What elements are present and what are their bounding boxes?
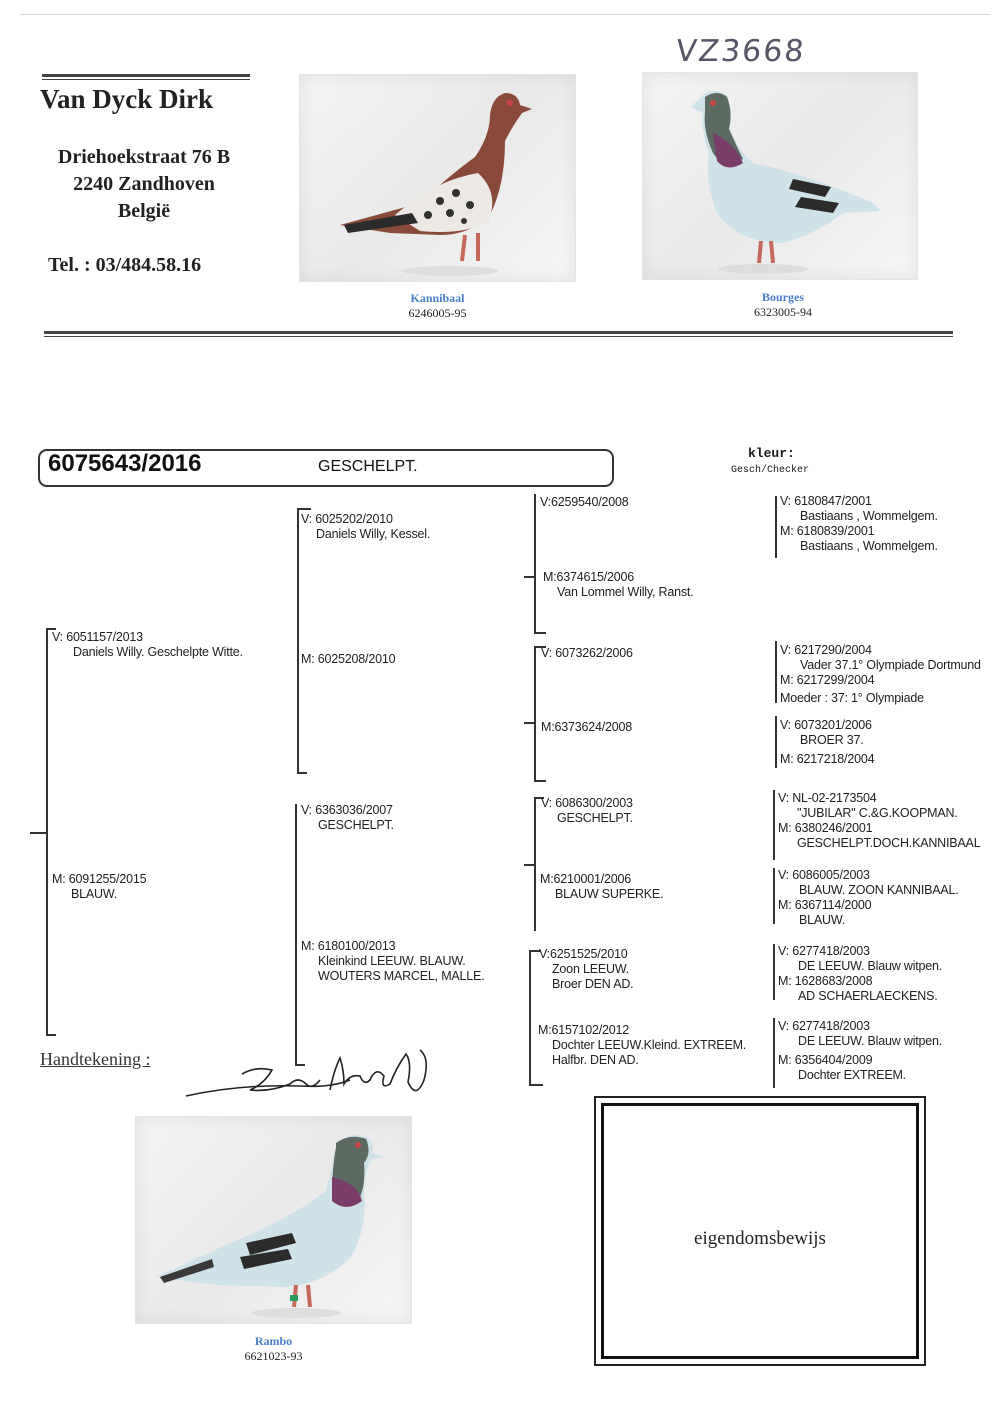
tree-line	[46, 628, 48, 1036]
owner-tel: Tel. : 03/484.58.16	[48, 254, 202, 276]
ds-label: V:	[301, 803, 312, 817]
g6-v-ring: 6086005/2003	[792, 868, 870, 882]
gen4-group-6	[778, 868, 959, 928]
caption-name-left: Kannibaal	[410, 291, 465, 305]
owner-country: België	[117, 200, 171, 222]
owner-name: Van Dyck Dirk	[40, 84, 214, 114]
g1-v-label: V:	[780, 494, 791, 508]
dam	[52, 872, 146, 902]
tree-line	[524, 576, 534, 578]
g8-v-label: V:	[778, 1019, 789, 1033]
kleur-label: kleur:	[748, 446, 795, 461]
g7-v-label: V:	[778, 944, 789, 958]
dam-sire	[301, 803, 394, 833]
ddd-info1: Dochter LEEUW.Kleind. EXTREEM.	[552, 1038, 747, 1052]
ddd-ring: 6157102/2012	[551, 1023, 630, 1037]
tree-line	[534, 494, 536, 634]
owner-address	[34, 144, 254, 225]
ssd-label: M:	[543, 570, 557, 584]
tree-line	[773, 790, 775, 860]
g1-m-ring: 6180839/2001	[796, 524, 875, 538]
g7-v-info: DE LEEUW. Blauw witpen.	[798, 959, 943, 973]
g8-m-ring: 6356404/2009	[794, 1053, 873, 1067]
g7-m-label: M:	[778, 974, 792, 988]
ssd-ring: 6374615/2006	[556, 570, 635, 584]
caption-name-right: Bourges	[762, 290, 804, 304]
g3-v-label: V:	[780, 643, 791, 657]
g4-m-ring: 6217218/2004	[796, 752, 875, 766]
g7-m-ring: 1628683/2008	[794, 974, 873, 988]
gen3-dsd	[540, 872, 663, 902]
g5-m-label: M:	[778, 821, 792, 835]
gen3-ddd	[538, 1023, 746, 1068]
g3-m-info: Moeder : 37: 1° Olympiade	[780, 691, 924, 705]
dsd-info: BLAUW SUPERKE.	[555, 887, 664, 901]
dss-ring: 6086300/2003	[555, 796, 633, 810]
tree-line	[529, 1084, 543, 1086]
g8-m-label: M:	[778, 1053, 792, 1067]
photo-bourges	[642, 72, 918, 280]
gen4-group-5	[778, 791, 980, 851]
gen3-dds	[539, 947, 633, 992]
sire-ring: 6051157/2013	[66, 630, 143, 644]
g7-v-ring: 6277418/2003	[792, 944, 870, 958]
tree-line	[30, 832, 46, 834]
sire-dam	[301, 652, 395, 667]
g4-v-info: BROER 37.	[800, 733, 864, 747]
ss-ring: 6025202/2010	[315, 512, 393, 526]
dds-info2: Broer DEN AD.	[552, 977, 634, 991]
pigeon-icon	[136, 1117, 413, 1325]
ddd-label: M:	[538, 1023, 552, 1037]
g7-m-info: AD SCHAERLAECKENS.	[798, 989, 938, 1003]
dss-label: V:	[541, 796, 552, 810]
sdd-label: M:	[541, 720, 555, 734]
tree-line	[534, 797, 536, 931]
dsd-ring: 6210001/2006	[553, 872, 632, 886]
main-color: GESCHELPT.	[318, 458, 418, 475]
tree-line	[46, 1034, 56, 1036]
kleur-value: Gesch/Checker	[731, 465, 810, 476]
sd-label: M:	[301, 652, 315, 666]
dds-info1: Zoon LEEUW.	[552, 962, 629, 976]
g6-v-info: BLAUW. ZOON KANNIBAAL.	[799, 883, 959, 897]
tree-line	[773, 1018, 775, 1088]
g3-v-ring: 6217290/2004	[794, 643, 872, 657]
caption-ring-bottom: 6621023-93	[244, 1349, 303, 1363]
gen4-group-8	[778, 1019, 942, 1083]
g4-v-ring: 6073201/2006	[794, 718, 872, 732]
g8-v-info: DE LEEUW. Blauw witpen.	[798, 1034, 943, 1048]
ds-info: GESCHELPT.	[318, 818, 394, 832]
caption-ring-right: 6323005-94	[754, 305, 812, 319]
gen3-ssd	[543, 570, 693, 600]
pigeon-icon	[300, 75, 577, 283]
tree-line	[297, 508, 311, 510]
g5-v-info: "JUBILAR" C.&G.KOOPMAN.	[797, 806, 958, 820]
ds-ring: 6363036/2007	[315, 803, 393, 817]
tree-line	[534, 646, 536, 782]
g6-m-ring: 6367114/2000	[794, 898, 872, 912]
sdd-ring: 6373624/2008	[554, 720, 633, 734]
tree-line	[297, 508, 299, 774]
g5-m-ring: 6380246/2001	[794, 821, 873, 835]
g5-v-ring: NL-02-2173504	[792, 791, 877, 805]
g3-m-label: M:	[780, 673, 794, 687]
g1-v-info: Bastiaans , Wommelgem.	[800, 509, 938, 523]
tree-line	[295, 804, 297, 1066]
ss-label: V:	[301, 512, 312, 526]
sss-ring: 6259540/2008	[550, 495, 629, 509]
dam-label: M:	[52, 872, 66, 886]
g8-v-ring: 6277418/2003	[792, 1019, 870, 1033]
tree-line	[524, 864, 534, 866]
gen3-sdd	[541, 720, 632, 735]
g3-m-ring: 6217299/2004	[796, 673, 875, 687]
gen3-sss	[540, 495, 629, 510]
dds-label: V:	[539, 947, 550, 961]
tree-line	[524, 722, 534, 724]
sire	[52, 630, 243, 660]
photo-rambo	[135, 1116, 412, 1324]
g6-v-label: V:	[778, 868, 789, 882]
g6-m-info: BLAUW.	[799, 913, 846, 927]
signature	[180, 1040, 440, 1110]
handwritten-note: VZ3668	[674, 34, 808, 69]
g1-m-label: M:	[780, 524, 794, 538]
owner-top-rule	[42, 74, 250, 80]
sire-label: V:	[52, 630, 63, 644]
sds-ring: 6073262/2006	[555, 646, 633, 660]
gen4-group-7	[778, 944, 942, 1004]
signature-label: Handtekening :	[40, 1049, 151, 1069]
dam-dam	[301, 939, 484, 984]
header-rule	[44, 331, 953, 337]
dd-ring: 6180100/2013	[317, 939, 396, 953]
tree-line	[775, 496, 777, 558]
top-rule	[20, 14, 990, 15]
dds-ring: 6251525/2010	[549, 947, 628, 961]
g4-m-label: M:	[780, 752, 794, 766]
gen4-group-1	[780, 494, 938, 554]
tree-line	[775, 641, 777, 703]
tree-line	[773, 944, 775, 1000]
sss-label: V:	[540, 495, 551, 509]
dam-ring: 6091255/2015	[68, 872, 147, 886]
g6-m-label: M:	[778, 898, 792, 912]
main-ring: 6075643/2016	[48, 450, 202, 477]
caption-ring-left: 6246005-95	[408, 306, 467, 320]
gen4-group-4	[780, 718, 874, 767]
dd-info1: Kleinkind LEEUW. BLAUW.	[318, 954, 466, 968]
gen4-group-3	[780, 643, 981, 706]
dam-info: BLAUW.	[71, 887, 118, 901]
sds-label: V:	[541, 646, 552, 660]
tree-line	[773, 868, 775, 924]
g3-v-info: Vader 37.1° Olympiade Dortmund	[800, 658, 981, 672]
gen3-sds	[541, 646, 633, 661]
tree-line	[775, 716, 777, 768]
owner-city: 2240 Zandhoven	[73, 173, 215, 195]
dd-info2: WOUTERS MARCEL, MALLE.	[318, 969, 485, 983]
g8-m-info: Dochter EXTREEM.	[798, 1068, 906, 1082]
sd-ring: 6025208/2010	[317, 652, 396, 666]
sire-info: Daniels Willy. Geschelpte Witte.	[73, 645, 243, 659]
pigeon-icon	[643, 73, 919, 281]
photo-kannibaal	[299, 74, 576, 282]
gen3-dss	[541, 796, 633, 826]
g1-v-ring: 6180847/2001	[794, 494, 872, 508]
ss-info: Daniels Willy, Kessel.	[316, 527, 431, 541]
g1-m-info: Bastiaans , Wommelgem.	[800, 539, 938, 553]
tree-line	[534, 780, 546, 782]
tree-line	[297, 772, 307, 774]
sire-sire	[301, 512, 430, 542]
ownership-label: eigendomsbewijs	[694, 1228, 826, 1249]
tree-line	[534, 632, 546, 634]
dss-info: GESCHELPT.	[557, 811, 633, 825]
ssd-info: Van Lommel Willy, Ranst.	[557, 585, 694, 599]
ddd-info2: Halfbr. DEN AD.	[552, 1053, 639, 1067]
g4-v-label: V:	[780, 718, 791, 732]
caption-name-bottom: Rambo	[254, 1334, 293, 1348]
g5-v-label: V:	[778, 791, 789, 805]
dsd-label: M:	[540, 872, 554, 886]
dd-label: M:	[301, 939, 315, 953]
g5-m-info: GESCHELPT.DOCH.KANNIBAAL	[797, 836, 981, 850]
tree-line	[529, 950, 531, 1086]
owner-street: Driehoekstraat 76 B	[57, 146, 231, 168]
